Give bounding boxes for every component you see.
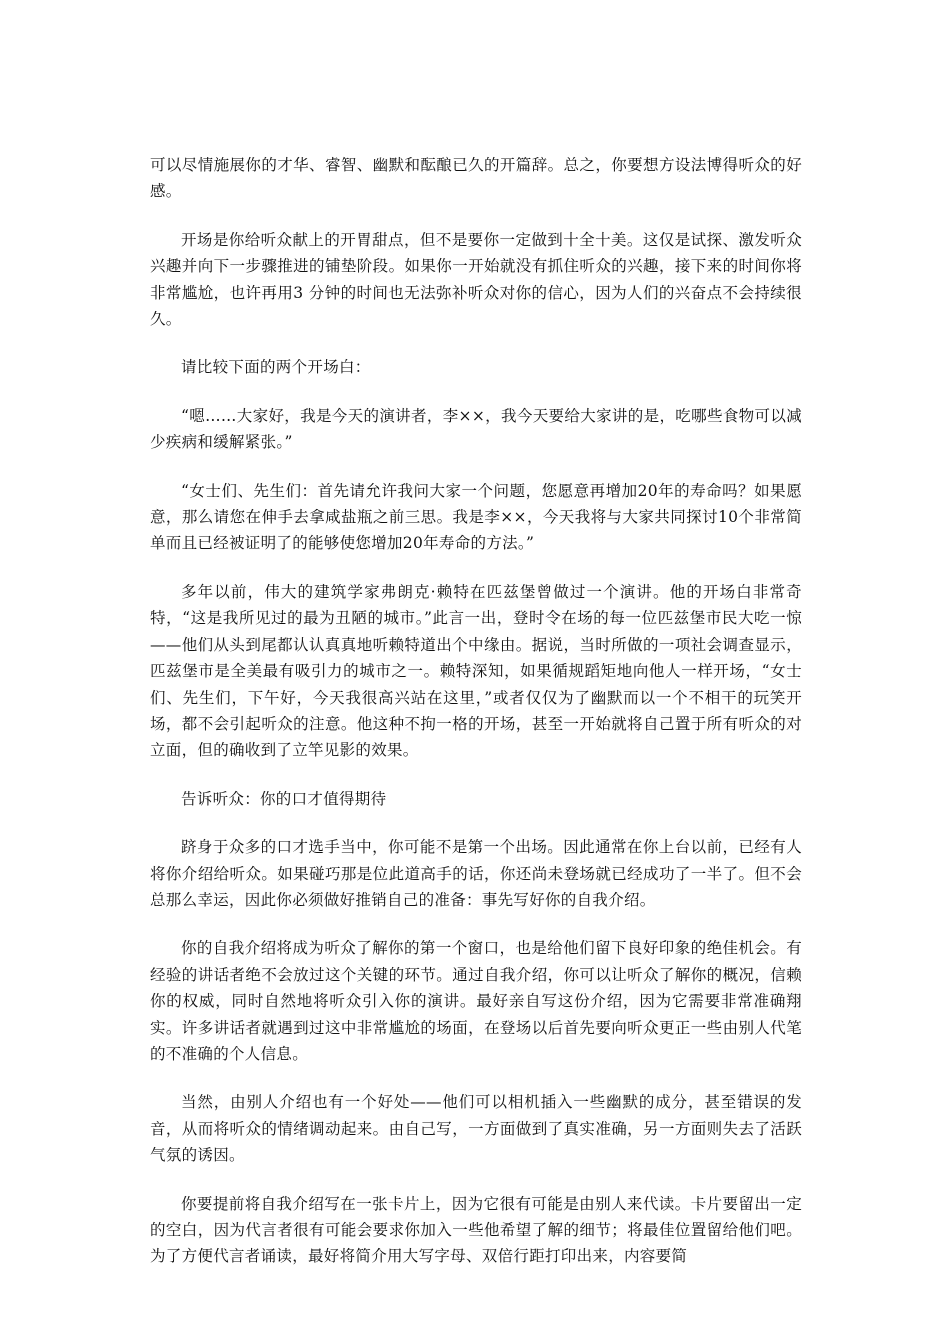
paragraph-wright-story: 多年以前，伟大的建筑学家弗朗克·赖特在匹兹堡曾做过一个演讲。他的开场白非常奇特，“这是我所见过的最为丑陋的城市。”此言一出，登时令在场的每一位匹兹堡市民大吃一惊——他们从头到尾都认认真真地听赖特道出个中缘由。据说，当时所做的一项社会调查显示，匹兹堡市是全美最有吸引力的城市之一。赖特深知，如果循规蹈矩地向他人一样开场，“女士们、先生们，下午好，今天我很高兴站在这里，”或者仅仅为了幽默而以一个不相干的玩笑开场，都不会引起听众的注意。他这种不拘一格的开场，甚至一开始就将自己置于所有听众的对立面，但的确收到了立竿见影的效果。	[150, 582, 802, 760]
paragraph-compare-intro: 请比较下面的两个开场白：	[181, 358, 371, 377]
section-heading: 告诉听众：你的口才值得期待	[181, 789, 387, 808]
paragraph-opening-appetizer: 开场是你给听众献上的开胃甜点，但不是要你一定做到十全十美。这仅是试探、激发听众兴趣并向下一步骤推进的铺垫阶段。如果你一开始就没有抓住听众的兴趣，接下来的时间你将非常尴尬，也许再用3 分钟的时间也无法弥补听众对你的信心，因为人们的兴奋点不会持续很久。	[150, 230, 802, 329]
paragraph-continuation: 可以尽情施展你的才华、睿智、幽默和酝酿已久的开篇辞。总之，你要想方设法博得听众的好感。	[150, 156, 802, 201]
paragraph-self-intro: 你的自我介绍将成为听众了解你的第一个窗口，也是给他们留下良好印象的绝佳机会。有经验的讲话者绝不会放过这个关键的环节。通过自我介绍，你可以让听众了解你的概况，信赖你的权威，同时自然地将听众引入你的演讲。最好亲自写这份介绍，因为它需要非常准确翔实。许多讲话者就遇到过这中非常尴尬的场面，在登场以后首先要向听众更正一些由别人代笔的不准确的个人信息。	[150, 939, 802, 1063]
quote-opening-example-2: “女士们、先生们：首先请允许我问大家一个问题，您愿意再增加20年的寿命吗？如果愿意，那么请您在伸手去拿咸盐瓶之前三思。我是李××，今天我将与大家共同探讨10个非常简单而且已经被证明了的能够使您增加20年寿命的方法。”	[150, 481, 802, 553]
paragraph-introduction: 跻身于众多的口才选手当中，你可能不是第一个出场。因此通常在你上台以前，已经有人将你介绍给听众。如果碰巧那是位此道高手的话，你还尚未登场就已经成功了一半了。但不会总那么幸运，因此你必须做好推销自己的准备：事先写好你的自我介绍。	[150, 838, 802, 909]
paragraph-card: 你要提前将自我介绍写在一张卡片上，因为它很有可能是由别人来代读。卡片要留出一定的空白，因为代言者很有可能会要求你加入一些他希望了解的细节；将最佳位置留给他们吧。为了方便代言者诵读，最好将简介用大写字母、双倍行距打印出来，内容要简	[150, 1194, 802, 1266]
document-page	[150, 152, 802, 1292]
quote-opening-example-1: “嗯……大家好，我是今天的演讲者，李××，我今天要给大家讲的是，吃哪些食物可以减少疾病和缓解紧张。”	[150, 406, 802, 452]
paragraph-others-intro: 当然，由别人介绍也有一个好处——他们可以相机插入一些幽默的成分，甚至错误的发音，从而将听众的情绪调动起来。由自己写，一方面做到了真实准确，另一方面则失去了活跃气氛的诱因。	[150, 1093, 802, 1165]
